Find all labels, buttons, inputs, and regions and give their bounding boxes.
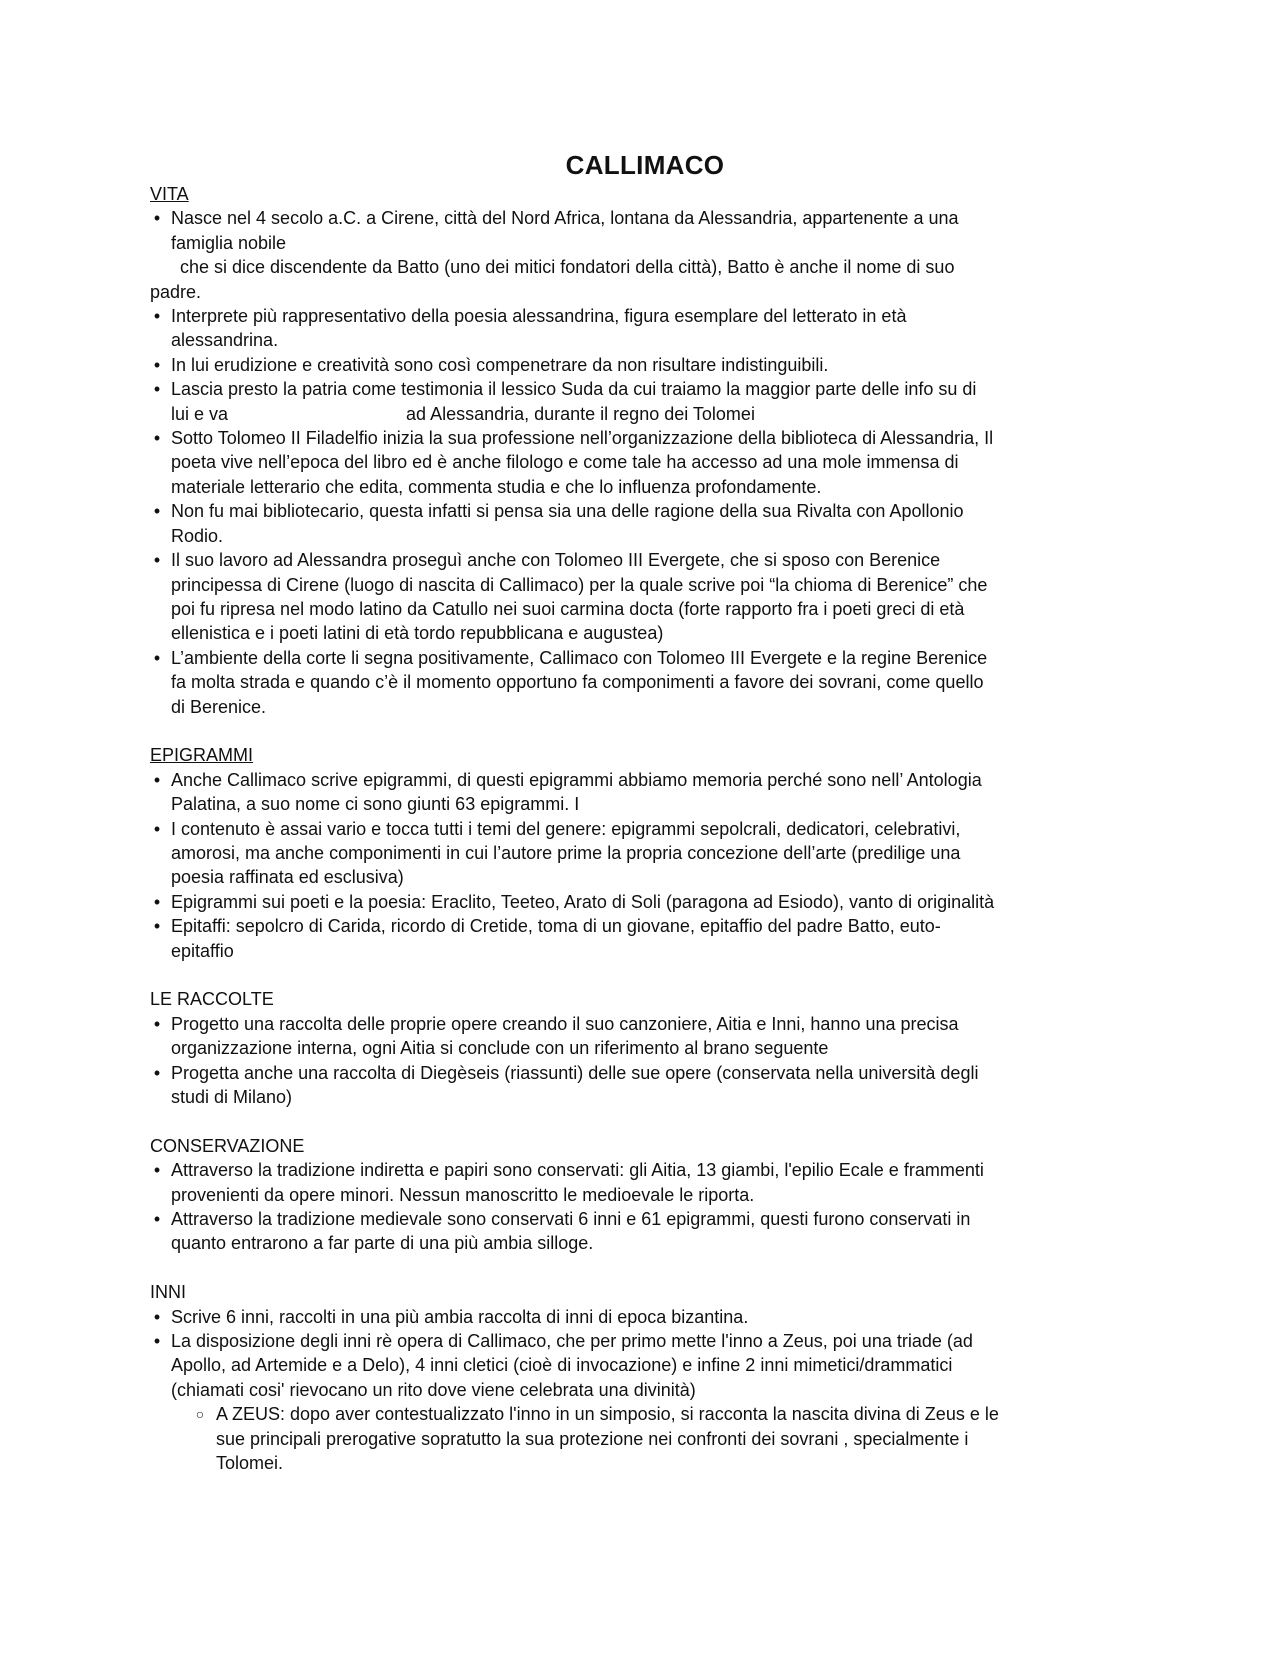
text-line: Tolomei. [216,1453,284,1474]
list-item [150,768,1140,792]
section-heading-raccolte: LE RACCOLTE [150,989,274,1010]
list-item [150,353,1140,377]
list-item [150,548,1140,572]
text-line: amorosi, ma anche componimenti in cui l’autore prime la propria concezione dell’arte (predilige una [171,842,961,863]
text-line: In lui erudizione e creatività sono così compenetrare da non risultare indistinguibili. [171,354,829,375]
list-item [150,426,1140,450]
text-line: Non fu mai bibliotecario, questa infatti si pensa sia una delle ragione della sua Rivalta con Apollonio [171,501,964,522]
bullet-icon: • [153,769,161,790]
text-line: Interprete più rappresentativo della poesia alessandrina, figura esemplare del letterato in età [171,306,907,327]
list-item [150,499,1140,523]
text-fragment: ad Alessandria, durante il regno dei Tolomei [406,403,755,424]
text-line: fa molta strada e quando c’è il momento opportuno fa componimenti a favore dei sovrani, come quello [171,672,984,693]
bullet-icon: • [153,1160,161,1181]
text-line: Il suo lavoro ad Alessandra proseguì anche con Tolomeo III Evergete, che si sposo con Berenice [171,550,941,571]
text-line [150,402,1140,426]
bullet-icon: • [153,916,161,937]
text-line: provenienti da opere minori. Nessun manoscritto le medioevale le riporta. [171,1184,755,1205]
text-line: A ZEUS: dopo aver contestualizzato l'inno in un simposio, si racconta la nascita divina di Zeus e le [216,1404,999,1425]
page-title: CALLIMACO [565,150,725,180]
text-line: Epigrammi sui poeti e la poesia: Eraclito, Teeteo, Arato di Soli (paragona ad Esiodo), vanto di originalità [171,891,995,912]
text-fragment: lui e va [171,403,229,424]
list-item [150,1061,1140,1085]
text-line: Attraverso la tradizione medievale sono conservati 6 inni e 61 epigrammi, questi furono conservati in [171,1209,971,1230]
bullet-icon: • [153,428,161,449]
text-line: che si dice discendente da Batto (uno dei mitici fondatori della città), Batto è anche il nome di suo [180,257,955,278]
bullet-icon: • [153,550,161,571]
list-item [150,1329,1140,1353]
text-line: Sotto Tolomeo II Filadelfio inizia la sua professione nell’organizzazione della biblioteca di Alessandria, Il [171,428,994,449]
text-line: Nasce nel 4 secolo a.C. a Cirene, città del Nord Africa, lontana da Alessandria, appartenente a una [171,208,959,229]
text-line: Lascia presto la patria come testimonia il lessico Suda da cui traiamo la maggior parte delle info su di [171,379,977,400]
text-line: (chiamati cosi' rievocano un rito dove viene celebrata una divinità) [171,1379,696,1400]
bullet-icon: • [153,306,161,327]
text-line: organizzazione interna, ogni Aitia si conclude con un riferimento al brano seguente [171,1038,829,1059]
list-item [150,1158,1140,1182]
sub-list-item [150,1402,1140,1426]
list-item [150,1207,1140,1231]
list-item [150,914,1140,938]
text-line: Scrive 6 inni, raccolti in una più ambia raccolta di inni di epoca bizantina. [171,1306,749,1327]
text-line: studi di Milano) [171,1087,293,1107]
text-line: poeta vive nell’epoca del libro ed è anche filologo e come tale ha accesso ad una mole immensa di [171,452,959,473]
text-line: materiale letterario che edita, commenta studia e che lo influenza profondamente. [171,476,822,497]
text-line: alessandrina. [171,330,279,351]
section-heading-inni: INNI [150,1282,186,1303]
text-line: Apollo, ad Artemide e a Delo), 4 inni cletici (cioè di invocazione) e infine 2 inni mimetici/drammatici [171,1355,953,1376]
list-item [150,646,1140,670]
document-page [150,148,1140,1475]
text-line: Rodio. [171,525,224,546]
circle-bullet-icon: ○ [195,1406,205,1423]
text-line: famiglia nobile [171,232,287,253]
bullet-icon: • [153,1062,161,1083]
text-line: Anche Callimaco scrive epigrammi, di questi epigrammi abbiamo memoria perché sono nell’ Antologia [171,769,982,790]
bullet-icon: • [153,501,161,522]
text-line: Epitaffi: sepolcro di Carida, ricordo di Cretide, toma di un giovane, epitaffio del padre Batto, euto- [171,916,941,937]
text-line: quanto entrarono a far parte di una più ambia silloge. [171,1233,594,1254]
bullet-icon: • [153,647,161,668]
list-item [150,817,1140,841]
text-line: di Berenice. [171,696,267,717]
text-line: sue principali prerogative sopratutto la sua protezione nei confronti dei sovrani , specialmente i [216,1428,969,1449]
bullet-icon: • [153,208,161,229]
section-heading-conservazione: CONSERVAZIONE [150,1135,305,1156]
text-line: I contenuto è assai vario e tocca tutti i temi del genere: epigrammi sepolcrali, dedicatori, celebrativi, [171,818,961,839]
text-line: ellenistica e i poeti latini di età tordo repubblicana e augustea) [171,623,664,644]
text-line: epitaffio [171,940,234,961]
text-line: Progetto una raccolta delle proprie opere creando il suo canzoniere, Aitia e Inni, hanno una precisa [171,1013,959,1034]
text-line: Palatina, a suo nome ci sono giunti 63 epigrammi. I [171,794,580,815]
bullet-icon: • [153,818,161,839]
bullet-icon: • [153,891,161,912]
text-line: L’ambiente della corte li segna positivamente, Callimaco con Tolomeo III Evergete e la regine Berenice [171,647,988,668]
bullet-icon: • [153,1331,161,1352]
text-line: Attraverso la tradizione indiretta e papiri sono conservati: gli Aitia, 13 giambi, l'epilio Ecale e frammenti [171,1160,984,1181]
text-line: padre. [150,281,202,302]
text-line: Progetta anche una raccolta di Diegèseis (riassunti) delle sue opere (conservata nella università degli [171,1062,979,1083]
list-item [150,304,1140,328]
text-line: poi fu ripresa nel modo latino da Catullo nei suoi carmina docta (forte rapporto fra i poeti greci di età [171,598,965,619]
list-item [150,377,1140,401]
list-item [150,1305,1140,1329]
bullet-icon: • [153,379,161,400]
section-heading-vita: VITA [150,184,189,204]
list-item [150,890,1140,914]
text-line: La disposizione degli inni rè opera di Callimaco, che per primo mette l'inno a Zeus, poi una triade (ad [171,1331,973,1352]
section-heading-epigrammi: EPIGRAMMI [150,745,254,766]
bullet-icon: • [153,1013,161,1034]
list-item [150,1012,1140,1036]
list-item [150,206,1140,230]
bullet-icon: • [153,1209,161,1230]
text-line: poesia raffinata ed esclusiva) [171,867,404,888]
bullet-icon: • [153,354,161,375]
bullet-icon: • [153,1306,161,1327]
text-line: principessa di Cirene (luogo di nascita di Callimaco) per la quale scrive poi “la chioma di Berenice” che [171,574,988,595]
